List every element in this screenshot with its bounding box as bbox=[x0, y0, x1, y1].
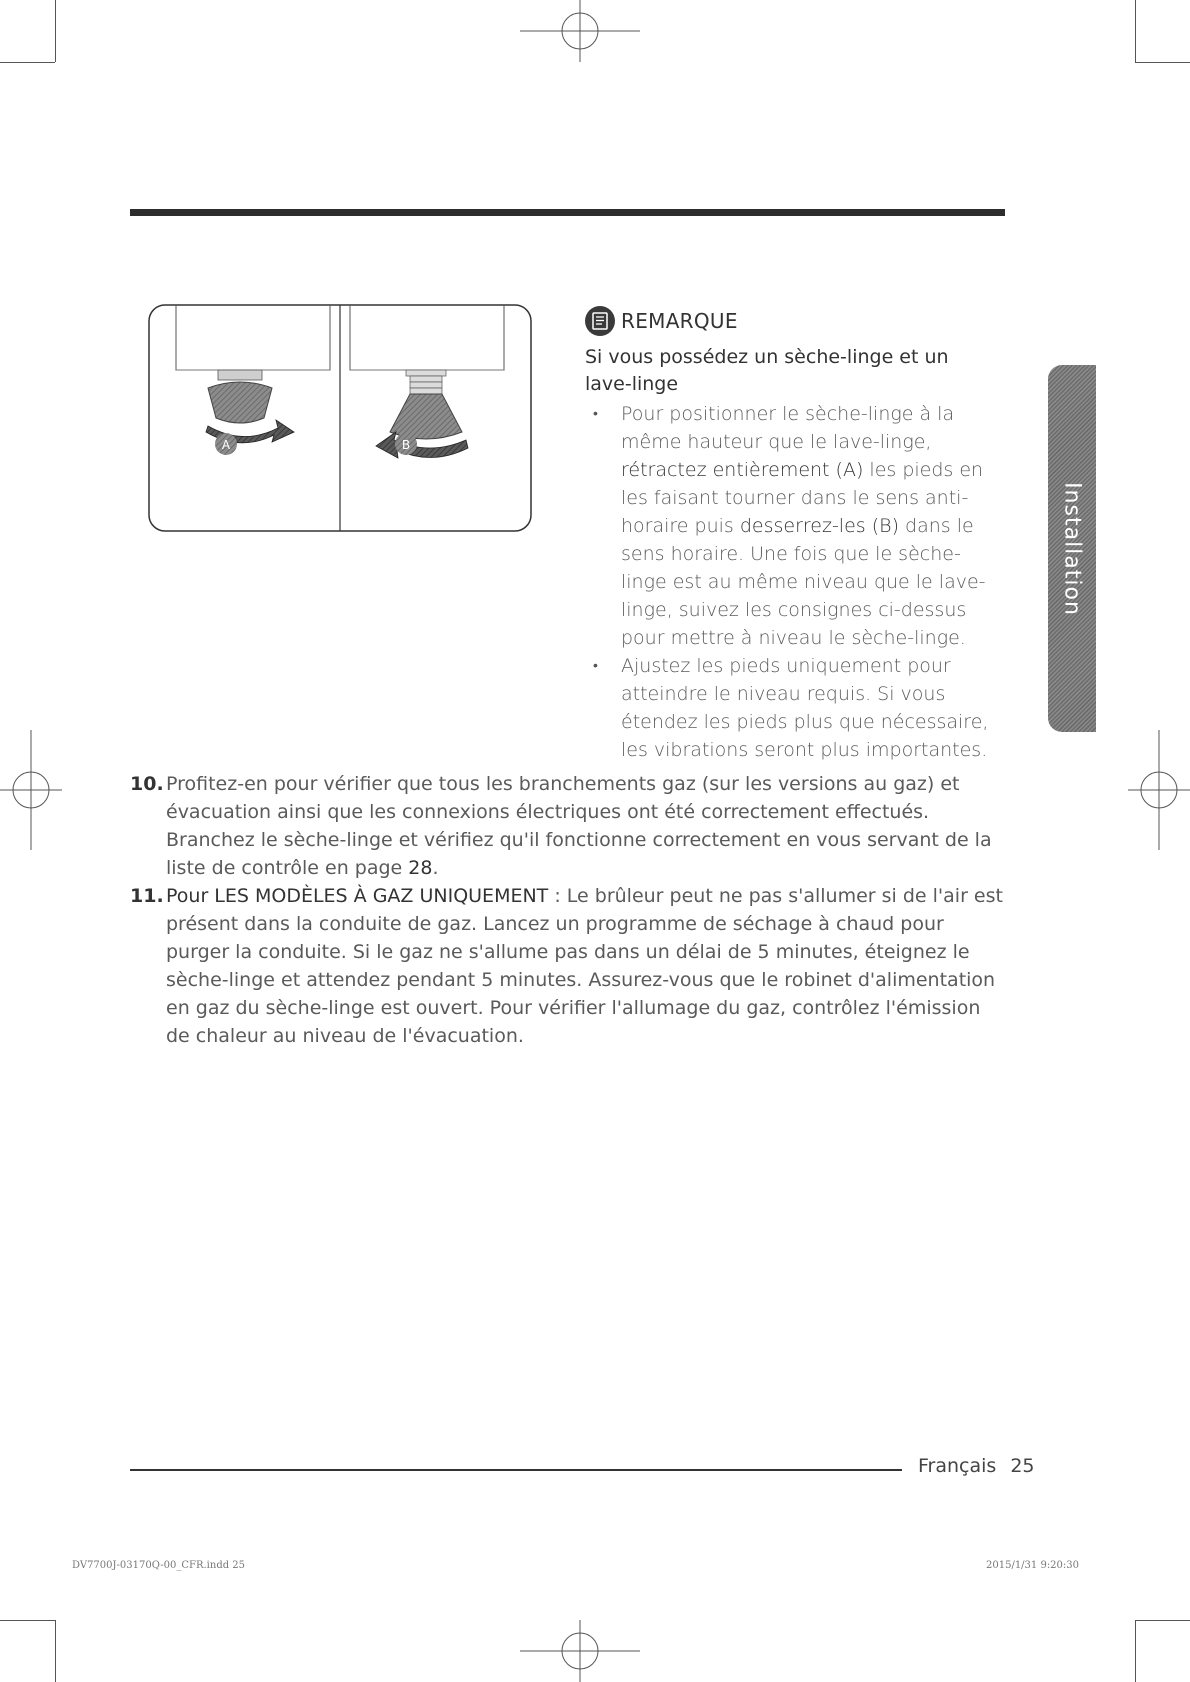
print-slug-timestamp: 2015/1/31 9:20:30 bbox=[986, 1560, 1080, 1571]
page-reference: 28 bbox=[408, 857, 433, 879]
page-number: 25 bbox=[1010, 1455, 1035, 1477]
step-11: 11. Pour LES MODÈLES À GAZ UNIQUEMENT : Le brûleur peut ne pas s'allumer si de l'air est présent dans la conduite de gaz. Lancez un programme de séchage à chaud pour purger la conduite. Si le gaz ne s'allume pas dans un délai de 5 minutes, éteignez le sèche-linge et attendez pendant 5 minutes. Assurez-vous que le robinet d'alimentation en gaz du sèche-linge est ouvert. Pour vérifier l'allumage du gaz, contrôlez l'émission de chaleur au niveau de l'évacuation. bbox=[130, 882, 1010, 1050]
step-number: 10. bbox=[130, 773, 164, 795]
crop-mark bbox=[55, 1620, 56, 1682]
crop-mark bbox=[1135, 1620, 1136, 1682]
installation-steps bbox=[130, 770, 1010, 1050]
emphasis-loosen: desserrez-les (B) bbox=[739, 515, 899, 537]
note-icon bbox=[585, 306, 615, 336]
emphasis-retract: rétractez entièrement (A) bbox=[621, 459, 864, 481]
registration-mark-top bbox=[520, 0, 640, 62]
step-10: 10. Profitez-en pour vérifier que tous les branchements gaz (sur les versions au gaz) et évacuation ainsi que les connexions électriques ont été correctement effectués. Branchez le sèche-linge et vérifiez qu'il fonctionne correctement en vous servant de la liste de contrôle en page 28. bbox=[130, 770, 1010, 882]
note-bullet-1: • Pour positionner le sèche-linge à la même hauteur que le lave-linge, rétractez entièrement (A) les pieds en les faisant tourner dans le sens anti-horaire puis desserrez-les (B) dans le sens horaire. Une fois que le sèche-linge est au même niveau que le lave-linge, suivez les consignes ci-dessus pour mettre à niveau le sèche-linge. bbox=[585, 400, 1005, 652]
label-a: A bbox=[221, 438, 231, 452]
crop-mark bbox=[1135, 62, 1190, 63]
crop-mark bbox=[0, 62, 55, 63]
crop-mark bbox=[1135, 0, 1136, 62]
note-box bbox=[585, 304, 1005, 764]
footer-rule bbox=[130, 1469, 902, 1471]
label-b: B bbox=[401, 438, 411, 452]
registration-mark-right bbox=[1128, 730, 1190, 850]
foot-b-thread bbox=[406, 370, 446, 394]
section-tab-label: Installation bbox=[1059, 481, 1085, 616]
note-bullets bbox=[585, 400, 1005, 764]
leveling-feet-figure bbox=[148, 304, 532, 534]
print-slug-file: DV7700J-03170Q-00_CFR.indd 25 bbox=[72, 1560, 246, 1571]
note-header bbox=[585, 304, 1005, 338]
footer-language: Français bbox=[918, 1455, 997, 1477]
crop-mark bbox=[0, 1620, 55, 1621]
footer bbox=[918, 1455, 1035, 1477]
note-subtitle: Si vous possédez un sèche-linge et un lave-linge bbox=[585, 346, 949, 395]
registration-mark-bottom bbox=[520, 1620, 640, 1682]
section-tab-installation bbox=[1048, 365, 1096, 732]
note-title: REMARQUE bbox=[621, 309, 738, 333]
crop-mark bbox=[55, 0, 56, 62]
crop-mark bbox=[1135, 1620, 1190, 1621]
header-rule bbox=[130, 209, 1005, 216]
registration-mark-left bbox=[0, 730, 62, 850]
foot-stem bbox=[218, 370, 262, 380]
step-number: 11. bbox=[130, 885, 164, 907]
note-bullet-2: • Ajustez les pieds uniquement pour atteindre le niveau requis. Si vous étendez les pieds plus que nécessaire, les vibrations seront plus importantes. bbox=[585, 652, 1005, 764]
foot-a bbox=[208, 382, 272, 423]
step-emphasis: Pour LES MODÈLES À GAZ UNIQUEMENT bbox=[166, 885, 549, 907]
